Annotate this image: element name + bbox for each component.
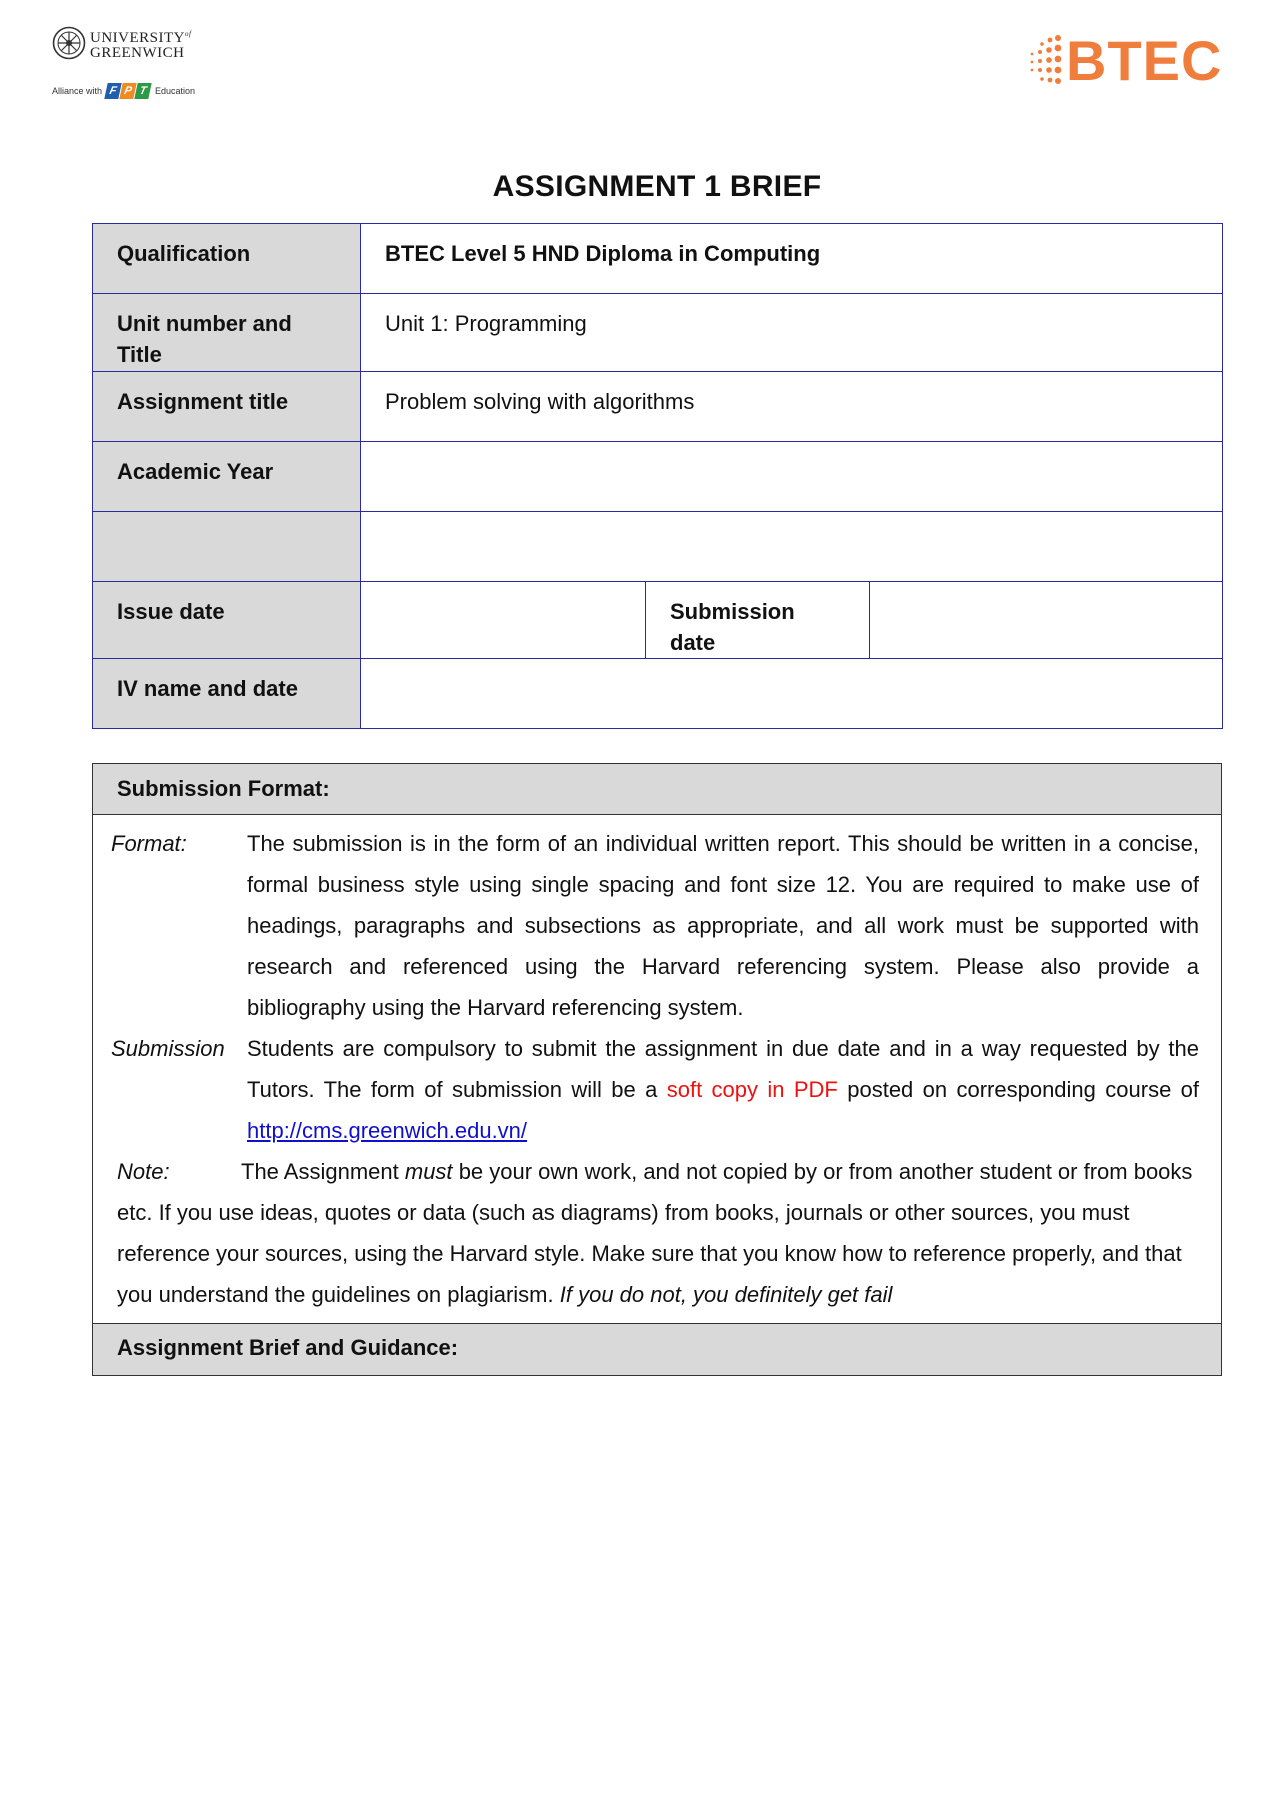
assignment-guidance-header: Assignment Brief and Guidance: bbox=[93, 1324, 1221, 1375]
submission-text-2: posted on corresponding course of bbox=[847, 1077, 1200, 1102]
assignment-info-table bbox=[92, 223, 1223, 729]
submission-format-body bbox=[93, 815, 1221, 1324]
table-row bbox=[93, 294, 1223, 372]
issue-date-label: Issue date bbox=[93, 582, 361, 659]
university-crest-icon bbox=[52, 26, 86, 60]
university-of-greenwich-logo bbox=[52, 26, 212, 106]
table-row bbox=[93, 659, 1223, 729]
iv-value bbox=[361, 659, 1223, 729]
submission-highlight: soft copy in PDF bbox=[666, 1077, 838, 1102]
alliance-line bbox=[52, 82, 195, 100]
issue-date-value bbox=[361, 582, 646, 659]
alliance-suffix: Education bbox=[155, 86, 196, 96]
format-text: The submission is in the form of an individual written report. This should be written in a concise, formal business style using single spacing and font size 12. You are required to make use of headings, paragraphs and subsections as appropriate, and all work must be supported with research and referenced using the Harvard referencing system. Please also provide a bibliography using the Harvard referencing system. bbox=[247, 831, 1199, 1020]
fpt-logo bbox=[106, 83, 151, 99]
submission-paragraph bbox=[111, 1028, 1199, 1151]
submission-text-1: Students are compulsory to submit the assignment in due date and in a way requested by the Tutors. The form of submission will be a bbox=[247, 1036, 1199, 1102]
table-row bbox=[93, 512, 1223, 582]
qualification-label: Qualification bbox=[93, 224, 361, 294]
unit-value: Unit 1: Programming bbox=[361, 294, 1223, 372]
document-title: ASSIGNMENT 1 BRIEF bbox=[492, 170, 822, 203]
note-lead: Note: bbox=[117, 1159, 170, 1184]
table-row bbox=[93, 224, 1223, 294]
note-paragraph bbox=[111, 1151, 1199, 1315]
cms-link[interactable]: http://cms.greenwich.edu.vn/ bbox=[247, 1118, 528, 1143]
university-name: $UNIVERSITY^{of}$ GREENWICH bbox=[90, 30, 192, 61]
submission-format-box bbox=[92, 763, 1222, 1376]
note-warning: If you do not, you definitely get fail bbox=[559, 1282, 893, 1307]
qualification-value: BTEC Level 5 HND Diploma in Computing bbox=[361, 224, 1223, 294]
btec-dots-icon bbox=[1028, 32, 1068, 92]
assignment-title-label: Assignment title bbox=[93, 372, 361, 442]
submission-date-label: Submission date bbox=[646, 582, 870, 659]
btec-wordmark: BTEC bbox=[1066, 29, 1223, 92]
format-lead: Format: bbox=[111, 831, 187, 856]
submission-lead: Submission bbox=[111, 1036, 225, 1061]
format-paragraph bbox=[111, 823, 1199, 1028]
iv-label: IV name and date bbox=[93, 659, 361, 729]
note-text-2: be your own work, and not copied by or from another student or from books etc. If you use ideas, quotes or data (such as diagrams) from books, journals or other sources, you must reference your sources, using the Harvard style. Make sure that you know how to reference properly, and that you understand the guidelines on plagiarism. bbox=[117, 1159, 1193, 1307]
table-row bbox=[93, 372, 1223, 442]
blank-value bbox=[361, 512, 1223, 582]
submission-date-value bbox=[870, 582, 1223, 659]
assignment-title-value: Problem solving with algorithms bbox=[361, 372, 1223, 442]
note-must: must bbox=[404, 1159, 453, 1184]
fpt-letter-t: T bbox=[134, 83, 151, 99]
fpt-letter-f: F bbox=[104, 83, 121, 99]
academic-year-value bbox=[361, 442, 1223, 512]
blank-label bbox=[93, 512, 361, 582]
table-row bbox=[93, 582, 1223, 659]
unit-label: Unit number and Title bbox=[93, 294, 361, 372]
table-row bbox=[93, 442, 1223, 512]
note-text-1: The Assignment bbox=[241, 1159, 399, 1184]
submission-format-header: Submission Format: bbox=[93, 764, 1221, 815]
btec-logo bbox=[1028, 20, 1248, 100]
alliance-prefix: Alliance with bbox=[52, 86, 103, 96]
academic-year-label: Academic Year bbox=[93, 442, 361, 512]
fpt-letter-p: P bbox=[119, 83, 136, 99]
